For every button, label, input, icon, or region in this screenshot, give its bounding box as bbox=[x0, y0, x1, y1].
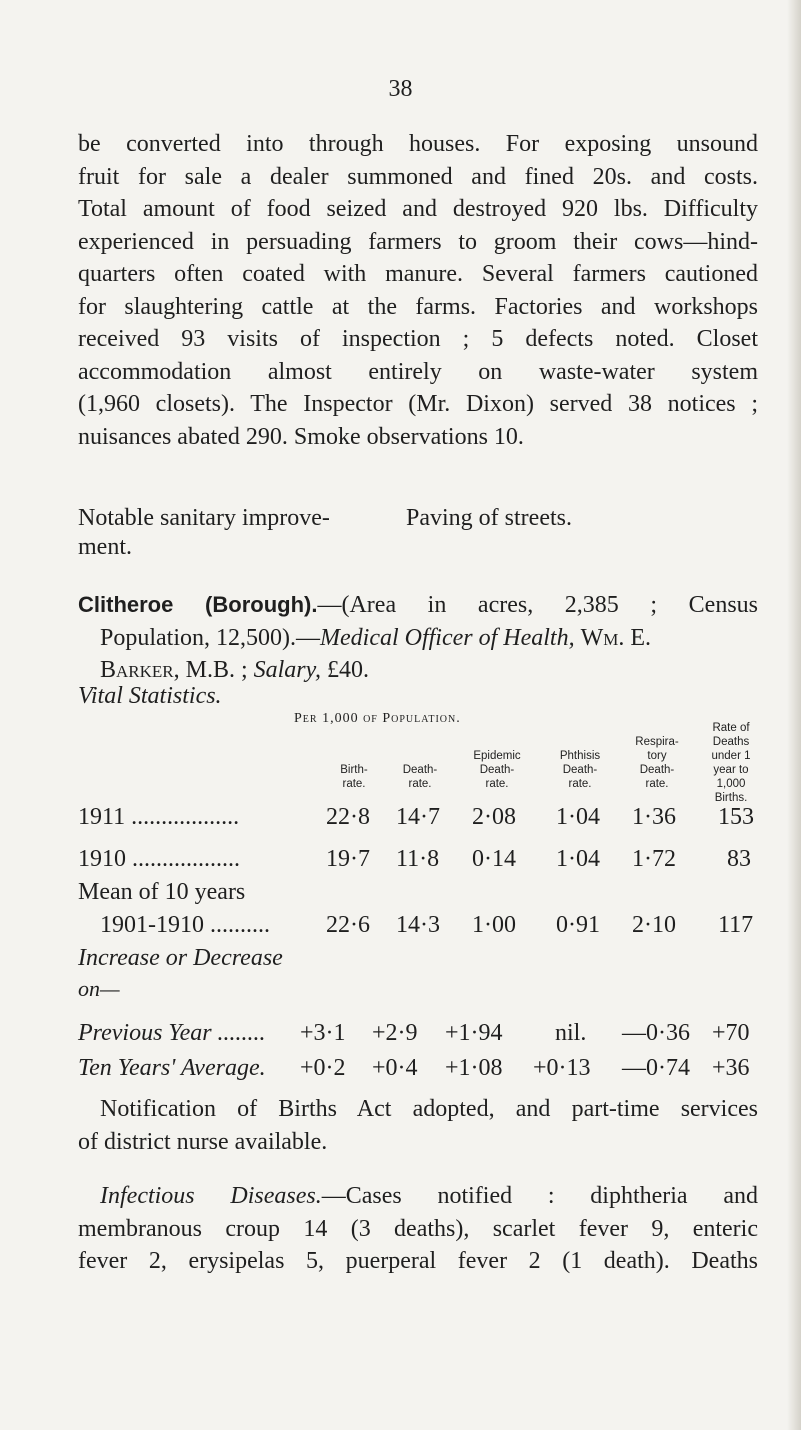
table-cell: +70 bbox=[712, 1020, 750, 1046]
sanitary-paragraph bbox=[78, 128, 758, 453]
vital-statistics-heading: Vital Statistics. bbox=[78, 683, 222, 709]
table-cell: 153 bbox=[718, 804, 754, 830]
change-heading: Increase or Decrease bbox=[78, 945, 283, 971]
paragraph-line: fruit for sale a dealer summoned and fined 20s. and costs. bbox=[78, 163, 758, 190]
col-header-epidemic: Epidemic Death- rate. bbox=[473, 750, 521, 790]
change-heading-on: on— bbox=[78, 976, 120, 1001]
borough-area-census: —(Area in acres, 2,385 ; Census bbox=[317, 592, 758, 618]
table-cell: 1·72 bbox=[632, 846, 676, 872]
col-header-birth-rate: Birth- rate. bbox=[340, 764, 368, 790]
infectious-diseases-paragraph bbox=[78, 1180, 758, 1278]
col-header-phthisis: Phthisis Death- rate. bbox=[559, 750, 601, 790]
row-label-1911: 1911 .................. bbox=[78, 804, 240, 830]
infectious-line1: —Cases notified : diphtheria and bbox=[321, 1183, 758, 1209]
salary-value: £40. bbox=[326, 657, 369, 683]
moh-name: Wm. E. bbox=[580, 624, 652, 651]
notable-improvement bbox=[78, 502, 572, 534]
table-cell: nil. bbox=[555, 1020, 587, 1046]
table-cell: +1·94 bbox=[445, 1020, 503, 1046]
moh-label: Medical Officer of Health, bbox=[320, 624, 575, 651]
paragraph-line: fever 2, erysipelas 5, puerperal fever 2 (1 death). Deaths bbox=[78, 1248, 758, 1274]
paragraph-line: of district nurse available. bbox=[78, 1128, 328, 1155]
paragraph-line: experienced in persuading farmers to groom their cows—hind- bbox=[78, 228, 758, 255]
table-cell: 2·08 bbox=[472, 804, 516, 830]
borough-line2 bbox=[78, 622, 758, 655]
table-cell: 11·8 bbox=[396, 846, 440, 872]
paragraph-line: Total amount of food seized and destroyed 920 lbs. Difficulty bbox=[78, 196, 758, 222]
notable-label: Notable sanitary improve- bbox=[78, 505, 330, 531]
table-cell: +2·9 bbox=[372, 1020, 418, 1046]
paragraph-line: received 93 visits of inspection ; 5 defects noted. Closet bbox=[78, 326, 758, 352]
paragraph-line: membranous croup 14 (3 deaths), scarlet fever 9, enteric bbox=[78, 1215, 758, 1242]
infectious-label: Infectious Diseases. bbox=[100, 1183, 322, 1209]
col-header-infant-mortality: Rate of Deaths under 1 year to 1,000 Births. bbox=[711, 722, 751, 804]
table-cell: 14·3 bbox=[396, 912, 440, 938]
col-header-respiratory: Respira- tory Death- rate. bbox=[635, 736, 679, 790]
table-cell: 2·10 bbox=[632, 912, 676, 938]
table-cell: 22·6 bbox=[326, 912, 370, 938]
table-cell: +0·4 bbox=[372, 1055, 418, 1081]
table-cell: 14·7 bbox=[396, 804, 440, 830]
table-cell: +36 bbox=[712, 1055, 750, 1081]
table-cell: 19·7 bbox=[326, 846, 370, 872]
table-cell: 83 bbox=[727, 846, 751, 872]
per-population-header: Per 1,000 of Population. bbox=[294, 711, 461, 726]
notable-label-cont: ment. bbox=[78, 534, 132, 560]
row-label-ten-years-average: Ten Years' Average. bbox=[78, 1055, 266, 1081]
table-cell: 1·04 bbox=[556, 804, 600, 830]
paragraph-line: be converted into through houses. For exposing unsound bbox=[78, 131, 758, 157]
population-text: Population, 12,500).— bbox=[100, 624, 320, 651]
table-cell: +3·1 bbox=[300, 1020, 346, 1046]
borough-line3 bbox=[78, 654, 758, 687]
salary-label: Salary, bbox=[253, 657, 321, 683]
notable-value: Paving of streets. bbox=[406, 505, 572, 531]
paragraph-line: quarters often coated with manure. Several farmers cautioned bbox=[78, 261, 758, 287]
borough-name: Clitheroe (Borough). bbox=[78, 592, 318, 617]
moh-name-cont: Barker, M.B. ; bbox=[100, 657, 248, 683]
paragraph-line bbox=[78, 1180, 758, 1213]
paragraph-line: for slaughtering cattle at the farms. Factories and workshops bbox=[78, 293, 758, 320]
table-cell: 117 bbox=[718, 912, 754, 938]
table-cell: +1·08 bbox=[445, 1055, 503, 1081]
table-cell: 0·14 bbox=[472, 846, 516, 872]
col-header-death-rate: Death- rate. bbox=[402, 764, 438, 790]
table-cell: +0·13 bbox=[533, 1055, 591, 1081]
table-cell: 1·36 bbox=[632, 804, 676, 830]
table-cell: 1·04 bbox=[556, 846, 600, 872]
page-number: 38 bbox=[388, 76, 413, 102]
table-cell: —0·36 bbox=[622, 1020, 690, 1046]
table-cell: 0·91 bbox=[556, 912, 600, 938]
paragraph-line: nuisances abated 290. Smoke observations 10. bbox=[78, 423, 524, 450]
table-cell: +0·2 bbox=[300, 1055, 346, 1081]
paragraph-line: Notification of Births Act adopted, and part-time services bbox=[100, 1096, 758, 1122]
paragraph-line: accommodation almost entirely on waste-water system bbox=[78, 358, 758, 385]
notification-paragraph bbox=[78, 1093, 758, 1158]
page-edge-shadow bbox=[787, 0, 801, 1430]
paragraph-line: (1,960 closets). The Inspector (Mr. Dixon) served 38 notices ; bbox=[78, 391, 758, 417]
row-label-1910: 1910 .................. bbox=[78, 846, 240, 872]
row-label-previous-year: Previous Year ........ bbox=[78, 1020, 266, 1046]
table-cell: 1·00 bbox=[472, 912, 516, 938]
row-label-mean-years: 1901-1910 .......... bbox=[100, 912, 270, 938]
clitheroe-heading bbox=[78, 589, 758, 687]
table-cell: 22·8 bbox=[326, 804, 370, 830]
table-cell: —0·74 bbox=[622, 1055, 690, 1081]
row-label-mean: Mean of 10 years bbox=[78, 879, 246, 905]
